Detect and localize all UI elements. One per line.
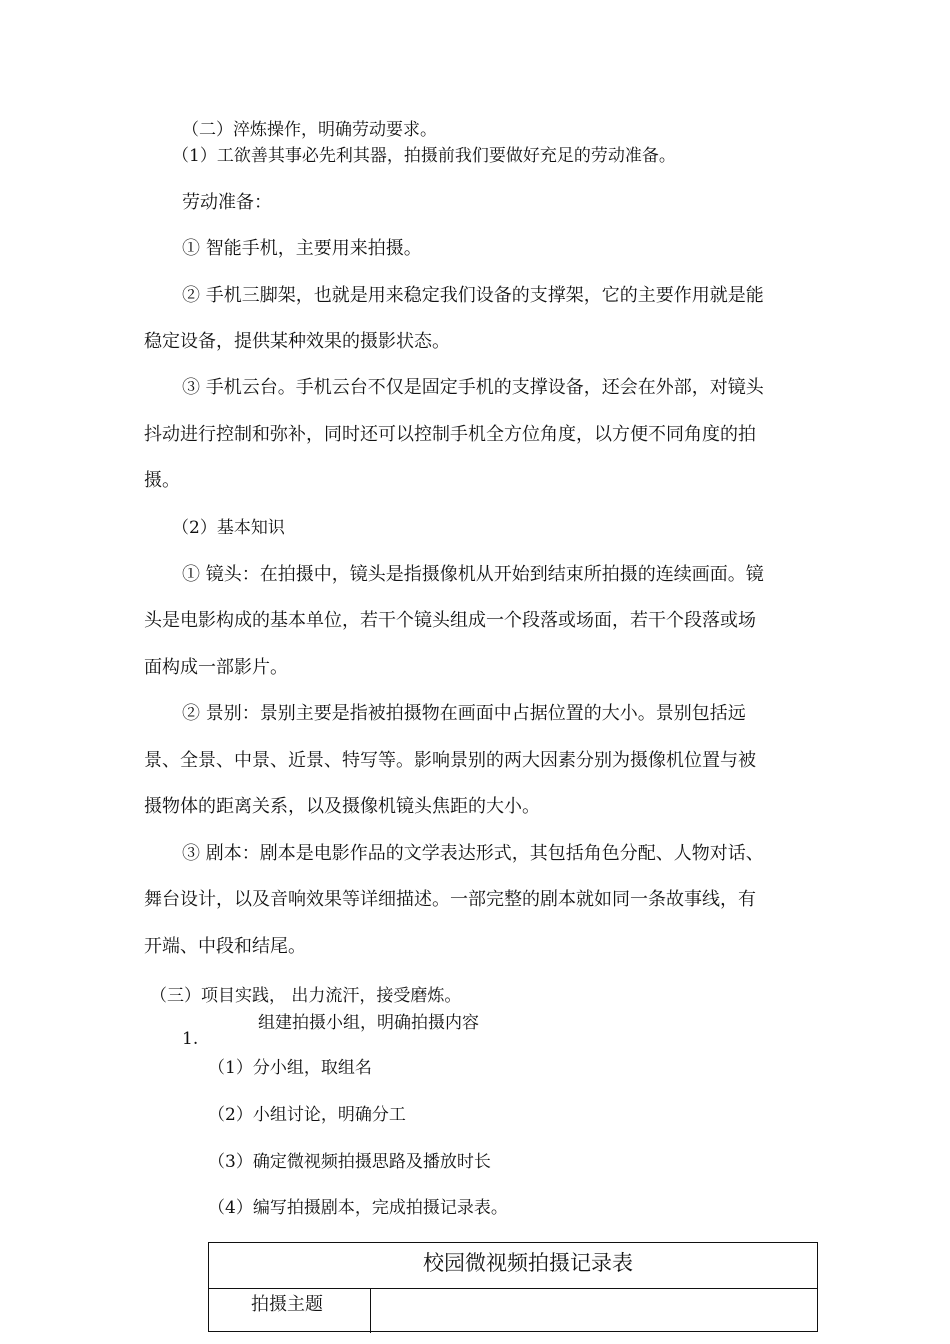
knowledge-1-line2: 头是电影构成的基本单位，若干个镜头组成一个段落或场面，若干个段落或场 (144, 610, 756, 631)
prep-item-3-line1: ③ 手机云台。手机云台不仅是固定手机的支撑设备，还会在外部，对镜头 (182, 377, 764, 398)
knowledge-3-line2: 舞台设计，以及音响效果等详细描述。一部完整的剧本就如同一条故事线，有 (144, 889, 756, 910)
step1-title: 组建拍摄小组，明确拍摄内容 (258, 1013, 479, 1033)
section2-heading: （二）淬炼操作，明确劳动要求。 (182, 120, 437, 140)
table-title: 校园微视频拍摄记录表 (423, 1251, 633, 1275)
table-row (209, 1289, 817, 1333)
sub-step-2: （2）小组讨论，明确分工 (208, 1105, 406, 1125)
item2-heading: （2）基本知识 (172, 518, 285, 538)
knowledge-3-line3: 开端、中段和结尾。 (144, 936, 306, 957)
knowledge-3-line1: ③ 剧本：剧本是电影作品的文学表达形式，其包括角色分配、人物对话、 (182, 843, 764, 864)
knowledge-2-line2: 景、全景、中景、近景、特写等。影响景别的两大因素分别为摄像机位置与被 (144, 750, 756, 771)
knowledge-1-line3: 面构成一部影片。 (144, 657, 288, 678)
sub-step-1: （1）分小组，取组名 (208, 1058, 372, 1078)
section3-heading: （三）项目实践， 出力流汗，接受磨炼。 (150, 986, 462, 1006)
item1-heading: （1）工欲善其事必先利其器，拍摄前我们要做好充足的劳动准备。 (172, 146, 676, 166)
knowledge-2-line1: ② 景别：景别主要是指被拍摄物在画面中占据位置的大小。景别包括远 (182, 703, 746, 724)
prep-label: 劳动准备： (182, 192, 272, 213)
prep-item-3-line3: 摄。 (144, 470, 180, 491)
sub-step-4: （4）编写拍摄剧本，完成拍摄记录表。 (208, 1198, 508, 1218)
shooting-theme-value-cell[interactable] (371, 1289, 817, 1333)
sub-step-3: （3）确定微视频拍摄思路及播放时长 (208, 1152, 491, 1172)
knowledge-2-line3: 摄物体的距离关系，以及摄像机镜头焦距的大小。 (144, 796, 540, 817)
knowledge-1-line1: ① 镜头：在拍摄中，镜头是指摄像机从开始到结束所拍摄的连续画面。镜 (182, 564, 764, 585)
prep-item-1: ① 智能手机，主要用来拍摄。 (182, 238, 422, 259)
table-title-row (209, 1243, 817, 1289)
shooting-theme-label: 拍摄主题 (251, 1294, 323, 1315)
table-cell-label (209, 1289, 371, 1333)
step1-number: 1. (182, 1029, 199, 1049)
prep-item-2-line2: 稳定设备，提供某种效果的摄影状态。 (144, 331, 450, 352)
prep-item-2-line1: ② 手机三脚架，也就是用来稳定我们设备的支撑架，它的主要作用就是能 (182, 285, 764, 306)
prep-item-3-line2: 抖动进行控制和弥补，同时还可以控制手机全方位角度，以方便不同角度的拍 (144, 424, 756, 445)
record-table (208, 1242, 818, 1332)
